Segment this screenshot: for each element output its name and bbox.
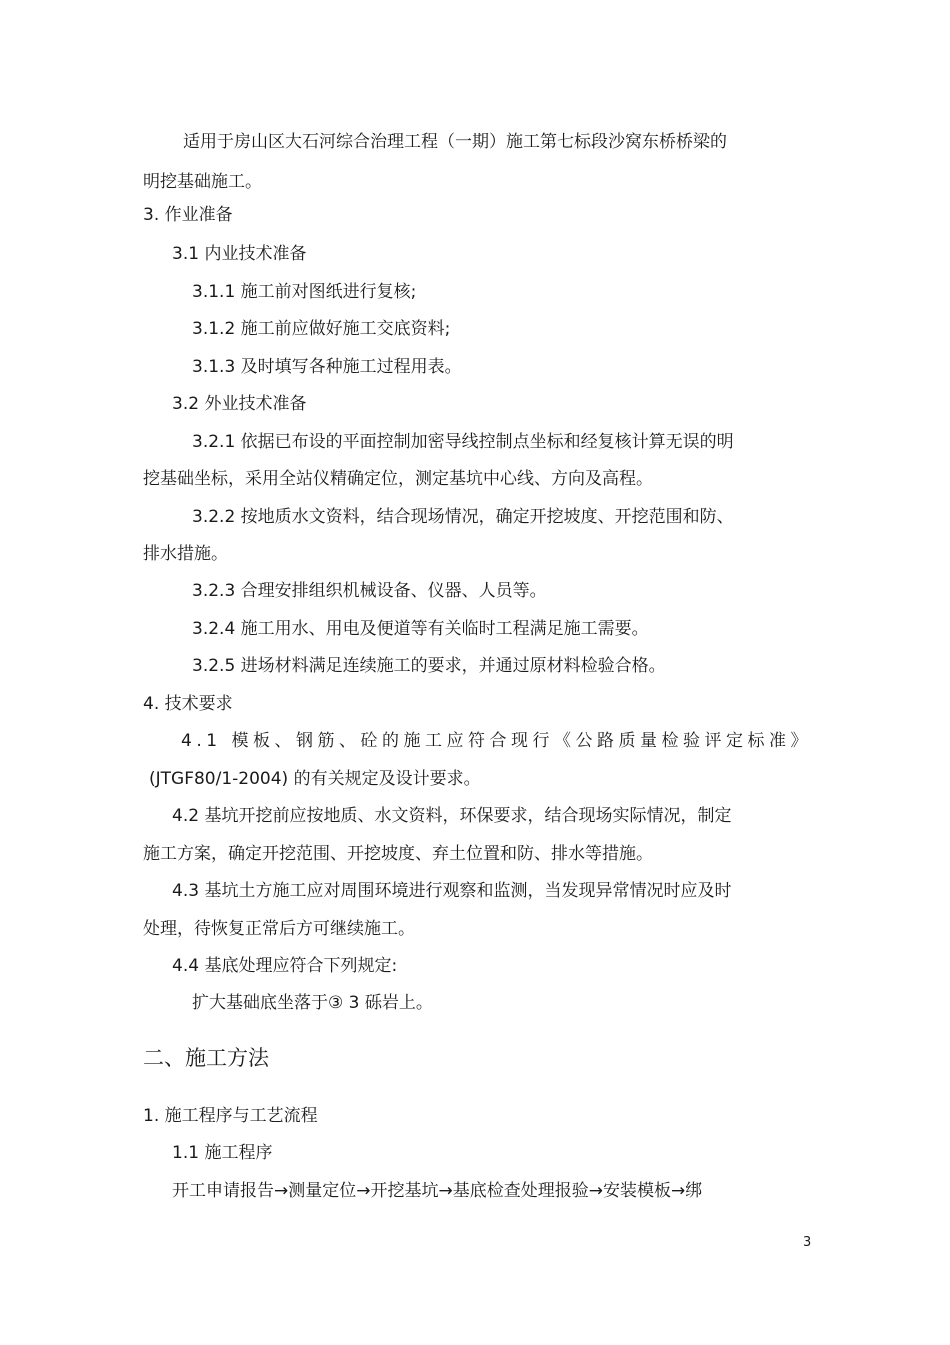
heading-technical-requirements: 4. 技术要求 xyxy=(143,694,233,714)
heading-field-tech-prep: 3.2 外业技术准备 xyxy=(172,394,307,414)
item-4-1-line1: 4.1 模板、钢筋、砼的施工应符合现行《公路质量检验评定标准》 xyxy=(181,731,812,751)
item-4-4-detail: 扩大基础底坐落于③ 3 砾岩上。 xyxy=(192,993,433,1013)
item-3-2-2-line1: 3.2.2 按地质水文资料，结合现场情况，确定开挖坡度、开挖范围和防、 xyxy=(192,507,734,527)
heading-procedure-and-flow: 1. 施工程序与工艺流程 xyxy=(143,1106,318,1126)
page-number: 3 xyxy=(803,1235,812,1250)
item-3-2-4: 3.2.4 施工用水、用电及便道等有关临时工程满足施工需要。 xyxy=(192,619,649,639)
paragraph-scope-line2: 明挖基础施工。 xyxy=(143,172,262,192)
item-4-2-line1: 4.2 基坑开挖前应按地质、水文资料，环保要求，结合现场实际情况，制定 xyxy=(172,806,732,826)
item-4-4: 4.4 基底处理应符合下列规定: xyxy=(172,956,398,976)
item-3-2-2-line2: 排水措施。 xyxy=(143,544,228,564)
paragraph-scope-line1: 适用于房山区大石河综合治理工程（一期）施工第七标段沙窝东桥桥梁的 xyxy=(183,132,727,152)
item-3-1-3: 3.1.3 及时填写各种施工过程用表。 xyxy=(192,357,462,377)
item-3-1-2: 3.1.2 施工前应做好施工交底资料; xyxy=(192,319,451,339)
procedure-flow-line: 开工申请报告→测量定位→开挖基坑→基底检查处理报验→安装模板→绑 xyxy=(172,1181,703,1201)
item-3-1-1: 3.1.1 施工前对图纸进行复核; xyxy=(192,282,417,302)
section-heading-construction-method: 二、施工方法 xyxy=(143,1046,269,1070)
item-4-3-line2: 处理，待恢复正常后方可继续施工。 xyxy=(143,919,415,939)
item-3-2-1-line1: 3.2.1 依据已布设的平面控制加密导线控制点坐标和经复核计算无误的明 xyxy=(192,432,734,452)
item-3-2-3: 3.2.3 合理安排组织机械设备、仪器、人员等。 xyxy=(192,581,547,601)
item-4-3-line1: 4.3 基坑土方施工应对周围环境进行观察和监测，当发现异常情况时应及时 xyxy=(172,881,732,901)
item-3-2-5: 3.2.5 进场材料满足连续施工的要求，并通过原材料检验合格。 xyxy=(192,656,666,676)
item-3-2-1-line2: 挖基础坐标，采用全站仪精确定位，测定基坑中心线、方向及高程。 xyxy=(143,469,653,489)
heading-work-preparation: 3. 作业准备 xyxy=(143,205,233,225)
item-4-2-line2: 施工方案，确定开挖范围、开挖坡度、弃土位置和防、排水等措施。 xyxy=(143,844,653,864)
item-4-1-line2: (JTGF80/1-2004) 的有关规定及设计要求。 xyxy=(149,769,481,789)
heading-internal-tech-prep: 3.1 内业技术准备 xyxy=(172,244,307,264)
heading-construction-procedure: 1.1 施工程序 xyxy=(172,1143,273,1163)
